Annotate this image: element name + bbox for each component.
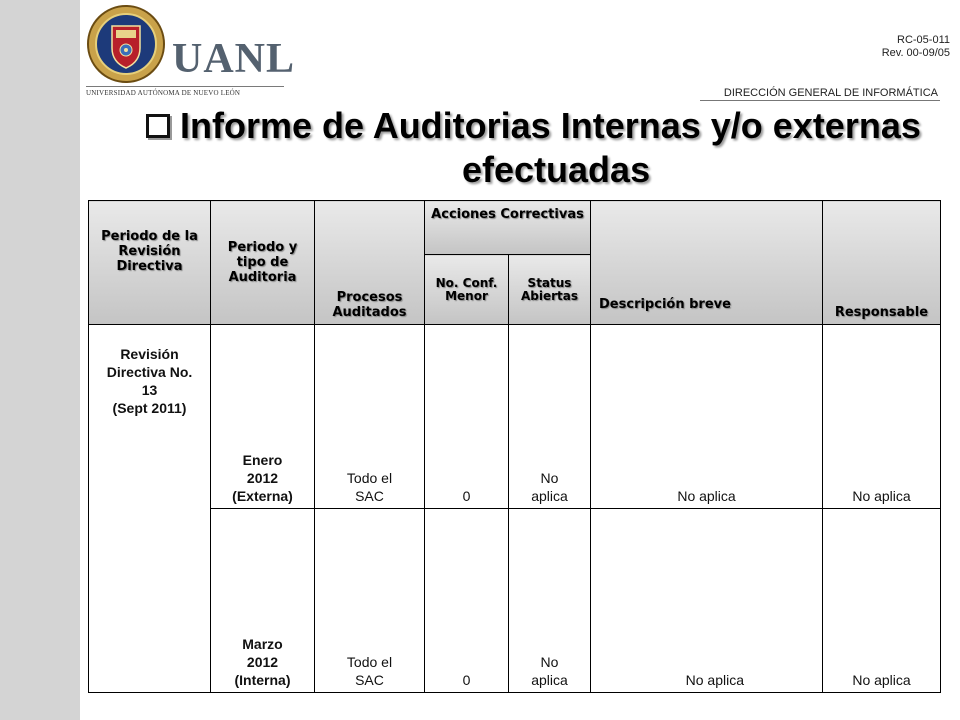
status-cell: No aplica [509,325,591,509]
audit-period-cell: Marzo 2012 (Interna) [211,509,315,693]
header-audit-period: Periodo y tipo de Auditoria [211,201,315,325]
university-full-name: UNIVERSIDAD AUTÓNOMA DE NUEVO LEÓN [86,89,241,97]
responsible-cell: No aplica [823,509,941,693]
header-status: Status Abiertas [509,255,591,325]
header-description: Descripción breve [591,201,823,325]
responsible-cell: No aplica [823,325,941,509]
nonconformity-cell: 0 [425,509,509,693]
uanl-logo [86,4,296,98]
document-code-number: RC-05-011 [897,34,950,46]
header-review-period: Periodo de la Revisión Directiva [89,201,211,325]
checkbox-bullet-icon [146,114,170,138]
left-gray-strip [0,0,80,720]
status-cell: No aplica [509,509,591,693]
header-nonconformity: No. Conf. Menor [425,255,509,325]
table-row [89,325,941,509]
nonconformity-cell: 0 [425,325,509,509]
header-responsible: Responsable [823,201,941,325]
page-title-line1: Informe de Auditorias Internas y/o externas [180,105,921,146]
document-revision: Rev. 00-09/05 [881,47,950,59]
page-title-line2: efectuadas [462,149,651,190]
processes-cell: Todo el SAC [315,509,425,693]
processes-cell: Todo el SAC [315,325,425,509]
university-seal-icon [86,4,166,84]
department-label: DIRECCIÓN GENERAL DE INFORMÁTICA [723,87,938,99]
logo-divider [86,86,284,87]
audit-period-cell: Enero 2012 (Externa) [211,325,315,509]
table-row [89,509,941,693]
document-code [882,34,950,60]
page-title [140,105,940,190]
university-wordmark: UANL [172,36,296,82]
department-underline [700,100,940,101]
header-corrective-actions: Acciones Correctivas [425,201,591,255]
description-cell: No aplica [591,509,823,693]
description-cell: No aplica [591,325,823,509]
audit-report-table [88,200,941,693]
header-row-1 [89,201,941,255]
review-period-cell: Revisión Directiva No. 13 (Sept 2011) [89,325,211,693]
header-processes: Procesos Auditados [315,201,425,325]
